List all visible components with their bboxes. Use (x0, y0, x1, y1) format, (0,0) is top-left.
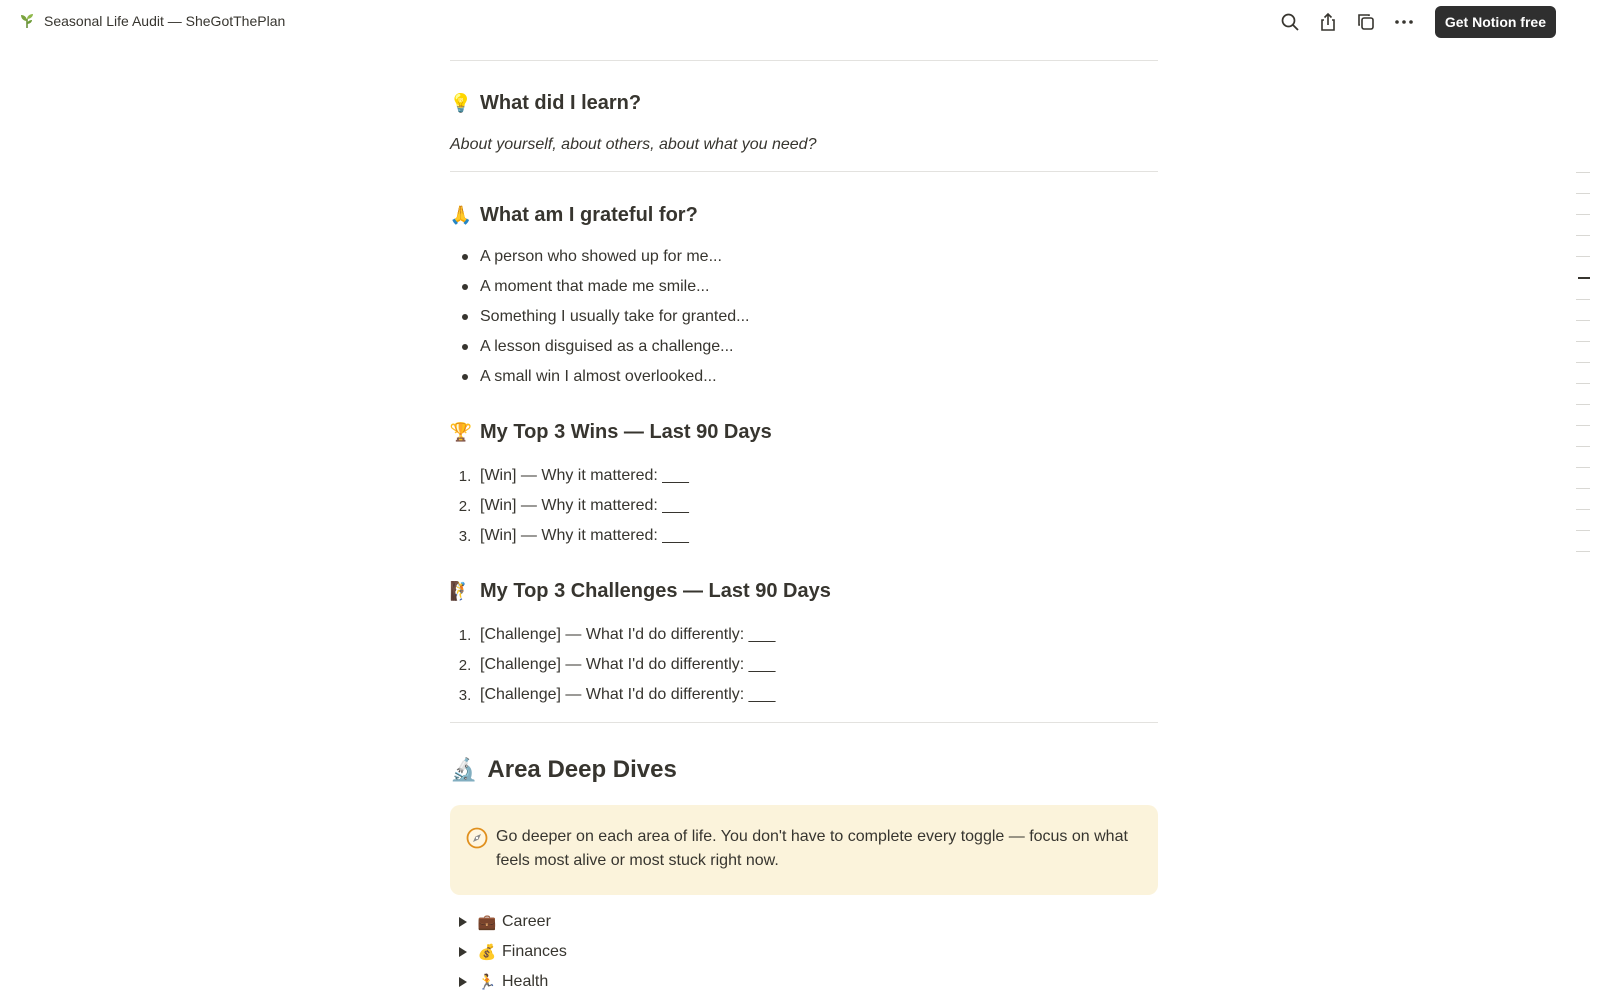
runner-icon: 🏃 (477, 974, 497, 991)
list-number: 1. (458, 467, 472, 485)
list-number: 1. (458, 626, 472, 644)
list-item-text: A lesson disguised as a challenge... (480, 338, 734, 355)
heading-deep-dives (450, 756, 677, 784)
list-item-text: Something I usually take for granted... (480, 308, 750, 325)
top-bar (0, 0, 1600, 45)
toggle-career[interactable] (450, 907, 567, 937)
list-item-text: A small win I almost overlooked... (480, 368, 717, 385)
divider (450, 171, 1158, 172)
grateful-list (450, 242, 1150, 392)
list-item[interactable] (450, 332, 1150, 362)
heading-wins (450, 421, 772, 444)
list-number: 2. (458, 497, 472, 515)
list-item-text: [Challenge] — What I'd do differently: ___ (480, 626, 776, 643)
list-number: 2. (458, 656, 472, 674)
sprout-icon (18, 12, 36, 30)
toggle-health[interactable] (450, 967, 567, 997)
duplicate-icon[interactable] (1349, 6, 1383, 38)
toggle-arrow-icon[interactable] (450, 917, 476, 927)
list-item[interactable] (450, 302, 1150, 332)
list-item-text: A moment that made me smile... (480, 278, 710, 295)
toggle-finances[interactable] (450, 937, 567, 967)
callout-text[interactable]: Go deeper on each area of life. You don't have to complete every toggle — focus on what feels most alive or most stuck right now. (496, 828, 1128, 869)
page-title: Seasonal Life Audit — SheGotThePlan (44, 13, 286, 29)
heading-text: Area Deep Dives (487, 756, 677, 783)
list-item-text: A person who showed up for me... (480, 248, 722, 265)
heading-text: What am I grateful for? (480, 204, 698, 226)
bullet-icon (450, 314, 480, 320)
get-notion-free-button[interactable]: Get Notion free (1435, 6, 1556, 38)
divider (450, 60, 1158, 61)
list-item[interactable] (450, 650, 1150, 680)
trophy-icon: 🏆 (449, 422, 473, 442)
bullet-icon (450, 284, 480, 290)
more-icon[interactable] (1387, 6, 1421, 38)
praying-hands-icon: 🙏 (449, 205, 473, 225)
list-item[interactable] (450, 680, 1150, 710)
outline-rail[interactable] (1570, 172, 1590, 572)
wins-list (450, 461, 1150, 551)
list-item-text: [Challenge] — What I'd do differently: ___ (480, 686, 776, 703)
toggle-list (450, 907, 567, 997)
challenges-list (450, 620, 1150, 710)
list-item-text: [Win] — Why it mattered: ___ (480, 497, 689, 514)
lightbulb-icon: 💡 (449, 93, 473, 113)
list-number: 3. (458, 686, 472, 704)
heading-text: My Top 3 Wins — Last 90 Days (480, 421, 772, 443)
heading-learn (450, 92, 641, 115)
list-item[interactable] (450, 620, 1150, 650)
heading-text: What did I learn? (480, 92, 642, 114)
list-item[interactable] (450, 491, 1150, 521)
list-item[interactable] (450, 272, 1150, 302)
list-item[interactable] (450, 242, 1150, 272)
compass-icon (466, 827, 494, 895)
list-item-text: [Win] — Why it mattered: ___ (480, 527, 689, 544)
heading-text: My Top 3 Challenges — Last 90 Days (480, 580, 831, 602)
callout (450, 805, 1158, 895)
list-number: 3. (458, 527, 472, 545)
heading-grateful (450, 204, 698, 227)
toggle-arrow-icon[interactable] (450, 947, 476, 957)
briefcase-icon: 💼 (477, 914, 497, 931)
toggle-label: Health (502, 973, 549, 990)
microscope-icon: 🔬 (450, 757, 478, 782)
share-icon[interactable] (1311, 6, 1345, 38)
list-item[interactable] (450, 362, 1150, 392)
list-item[interactable] (450, 461, 1150, 491)
bullet-icon (450, 254, 480, 260)
toggle-label: Career (502, 913, 551, 930)
breadcrumb[interactable] (18, 12, 285, 30)
search-icon[interactable] (1273, 6, 1307, 38)
bullet-icon (450, 344, 480, 350)
list-item[interactable] (450, 521, 1150, 551)
learn-prompt[interactable]: About yourself, about others, about what you need? (450, 136, 817, 153)
toggle-label: Finances (502, 943, 567, 960)
heading-challenges (450, 580, 831, 603)
list-item-text: [Challenge] — What I'd do differently: ___ (480, 656, 776, 673)
money-bag-icon: 💰 (477, 944, 497, 961)
divider (450, 722, 1158, 723)
list-item-text: [Win] — Why it mattered: ___ (480, 467, 689, 484)
climber-icon: 🧗 (449, 581, 473, 601)
toggle-arrow-icon[interactable] (450, 977, 476, 987)
bullet-icon (450, 374, 480, 380)
